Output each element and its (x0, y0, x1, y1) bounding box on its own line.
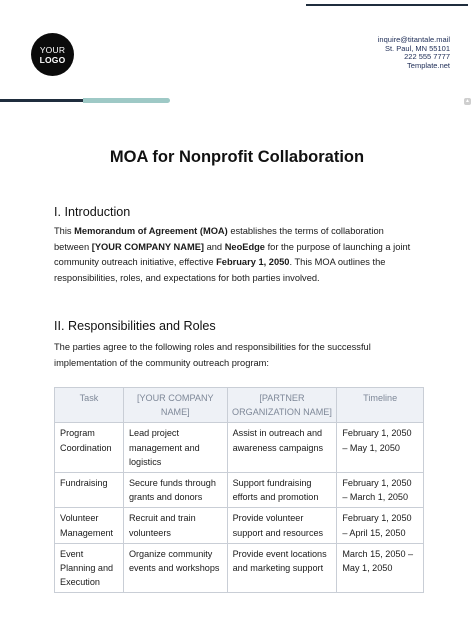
intro-text: for the purpose of launching a joint community outreach initiative, effective (54, 241, 411, 267)
column-header-timeline: Timeline (337, 388, 424, 423)
cell-task: Program Coordination (55, 423, 124, 473)
intro-bold-moa: Memorandum of Agreement (MOA) (74, 226, 228, 236)
intro-text: and (204, 241, 225, 252)
table-row (55, 543, 424, 593)
top-accent-rule (306, 4, 468, 6)
cell-partner: Provide event locations and marketing support (227, 543, 337, 593)
table-row (55, 473, 424, 508)
cell-task: Event Planning and Execution (55, 543, 124, 593)
intro-text: This (54, 226, 75, 236)
cell-task: Volunteer Management (55, 508, 124, 543)
intro-text: establishes the terms of collaboration between (54, 226, 384, 252)
header-divider-accent (83, 98, 170, 103)
responsibilities-paragraph: The parties agree to the following roles and responsibilities for the successful implementation of the community outreach program: (54, 342, 371, 368)
logo-text-line2: LOGO (39, 54, 66, 65)
contact-website: Template.net (407, 60, 450, 70)
responsibilities-table (54, 387, 424, 593)
contact-block (378, 36, 450, 70)
intro-text: . This MOA outlines the responsibilities, roles, and expectations for both parties involved. (54, 257, 386, 283)
cell-task: Fundraising (55, 473, 124, 508)
section-heading-responsibilities: II. Responsibilities and Roles (54, 319, 216, 333)
page-tool-icon[interactable]: ▲ (465, 98, 470, 104)
contact-phone: 222 555 7777 (404, 52, 450, 62)
column-header-company: [YOUR COMPANY NAME] (123, 388, 227, 423)
cell-timeline: February 1, 2050 – March 1, 2050 (337, 473, 424, 508)
cell-company: Lead project management and logistics (123, 423, 227, 473)
column-header-task: Task (55, 388, 124, 423)
intro-bold-company: [YOUR COMPANY NAME] (91, 241, 204, 252)
logo-text-line1: YOUR (39, 44, 66, 55)
cell-partner: Support fundraising efforts and promotion (227, 473, 337, 508)
column-header-partner: [PARTNER ORGANIZATION NAME] (227, 388, 337, 423)
cell-timeline: February 1, 2050 – May 1, 2050 (337, 423, 424, 473)
table-header-row (55, 388, 424, 423)
contact-address: St. Paul, MN 55101 (384, 43, 450, 53)
contact-email: inquire@titantale.mail (377, 35, 450, 44)
cell-timeline: February 1, 2050 – April 15, 2050 (337, 508, 424, 543)
cell-company: Recruit and train volunteers (123, 508, 227, 543)
header-divider-dark (0, 99, 83, 102)
cell-timeline: March 15, 2050 – May 1, 2050 (337, 543, 424, 593)
introduction-paragraph (54, 224, 420, 286)
section-heading-introduction: I. Introduction (54, 205, 131, 219)
company-logo (31, 33, 74, 76)
table-row (55, 508, 424, 543)
cell-company: Secure funds through grants and donors (123, 473, 227, 508)
cell-partner: Assist in outreach and awareness campaigns (227, 423, 337, 473)
table-row (55, 423, 424, 473)
cell-partner: Provide volunteer support and resources (227, 508, 337, 543)
intro-bold-partner: NeoEdge (224, 241, 265, 252)
document-title: MOA for Nonprofit Collaboration (109, 148, 365, 166)
intro-bold-date: February 1, 2050 (216, 257, 290, 267)
cell-company: Organize community events and workshops (123, 543, 227, 593)
